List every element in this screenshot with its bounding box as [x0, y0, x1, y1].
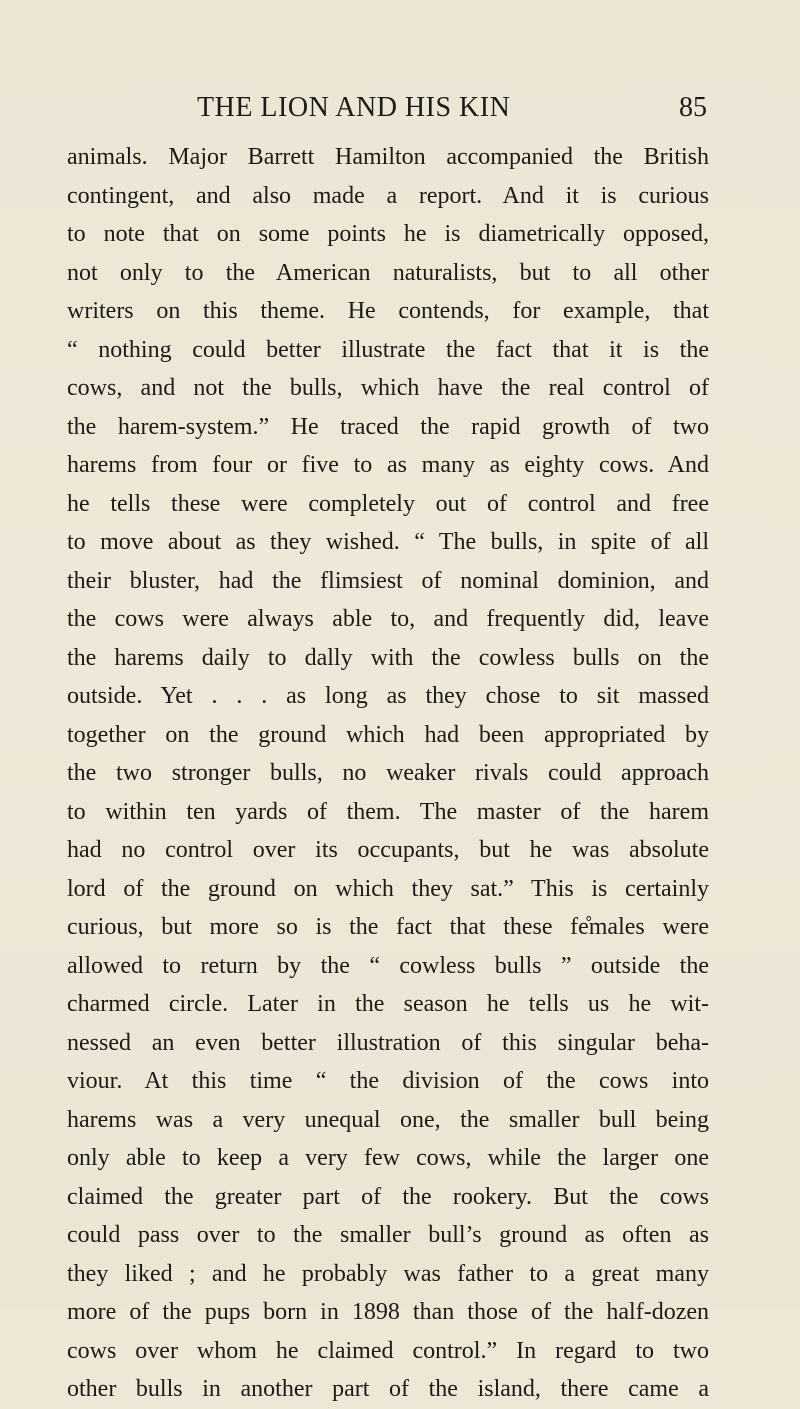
body-text	[67, 138, 709, 1409]
text-line: curious, but more so is the fact that these fe̊males were	[67, 914, 709, 940]
text-line: lord of the ground on which they sat.” This is certainly	[67, 875, 709, 902]
text-line: only able to keep a very few cows, while the larger one	[67, 1145, 709, 1171]
text-line: the harems daily to dally with the cowless bulls on the	[67, 644, 709, 671]
text-line: allowed to return by the “ cowless bulls ” outside the	[67, 952, 709, 979]
text-line: their bluster, had the flimsiest of nominal dominion, and	[67, 567, 709, 594]
text-line: to note that on some points he is diametrically opposed,	[67, 221, 709, 247]
text-line: the harem-system.” He traced the rapid growth of two	[67, 413, 709, 440]
text-line: cows, and not the bulls, which have the real control of	[67, 375, 709, 401]
text-line: animals. Major Barrett Hamilton accompanied the British	[67, 144, 709, 170]
text-line: charmed circle. Later in the season he tells us he wit-	[67, 991, 709, 1017]
text-line: harems from four or five to as many as eighty cows. And	[67, 452, 709, 478]
text-line: viour. At this time “ the division of the cows into	[67, 1068, 709, 1094]
text-line: more of the pups born in 1898 than those of the half-dozen	[67, 1299, 709, 1325]
text-line: the cows were always able to, and frequently did, leave	[67, 606, 709, 632]
text-line: not only to the American naturalists, but to all other	[67, 259, 709, 286]
text-line: harems was a very unequal one, the smaller bull being	[67, 1106, 709, 1133]
text-line: nessed an even better illustration of this singular beha-	[67, 1029, 709, 1056]
text-line: outside. Yet . . . as long as they chose to sit massed	[67, 683, 709, 709]
text-line: together on the ground which had been appropriated by	[67, 721, 709, 748]
text-line: to within ten yards of them. The master of the harem	[67, 798, 709, 825]
text-line: could pass over to the smaller bull’s ground as often as	[67, 1222, 709, 1248]
text-line: the two stronger bulls, no weaker rivals could approach	[67, 760, 709, 786]
text-line: they liked ; and he probably was father to a great many	[67, 1260, 709, 1287]
text-line: “ nothing could better illustrate the fact that it is the	[67, 336, 709, 363]
text-line: claimed the greater part of the rookery. But the cows	[67, 1183, 709, 1210]
running-title: THE LION AND HIS KIN	[197, 92, 511, 123]
text-line: cows over whom he claimed control.” In regard to two	[67, 1337, 709, 1364]
page-number: 85	[679, 92, 707, 123]
text-line: had no control over its occupants, but he was absolute	[67, 837, 709, 863]
text-line: writers on this theme. He contends, for example, that	[67, 298, 709, 324]
running-head	[197, 92, 707, 132]
text-line: contingent, and also made a report. And it is curious	[67, 182, 709, 209]
text-line: other bulls in another part of the island, there came a	[67, 1376, 709, 1402]
text-line: he tells these were completely out of control and free	[67, 490, 709, 517]
text-line: to move about as they wished. “ The bulls, in spite of all	[67, 529, 709, 555]
